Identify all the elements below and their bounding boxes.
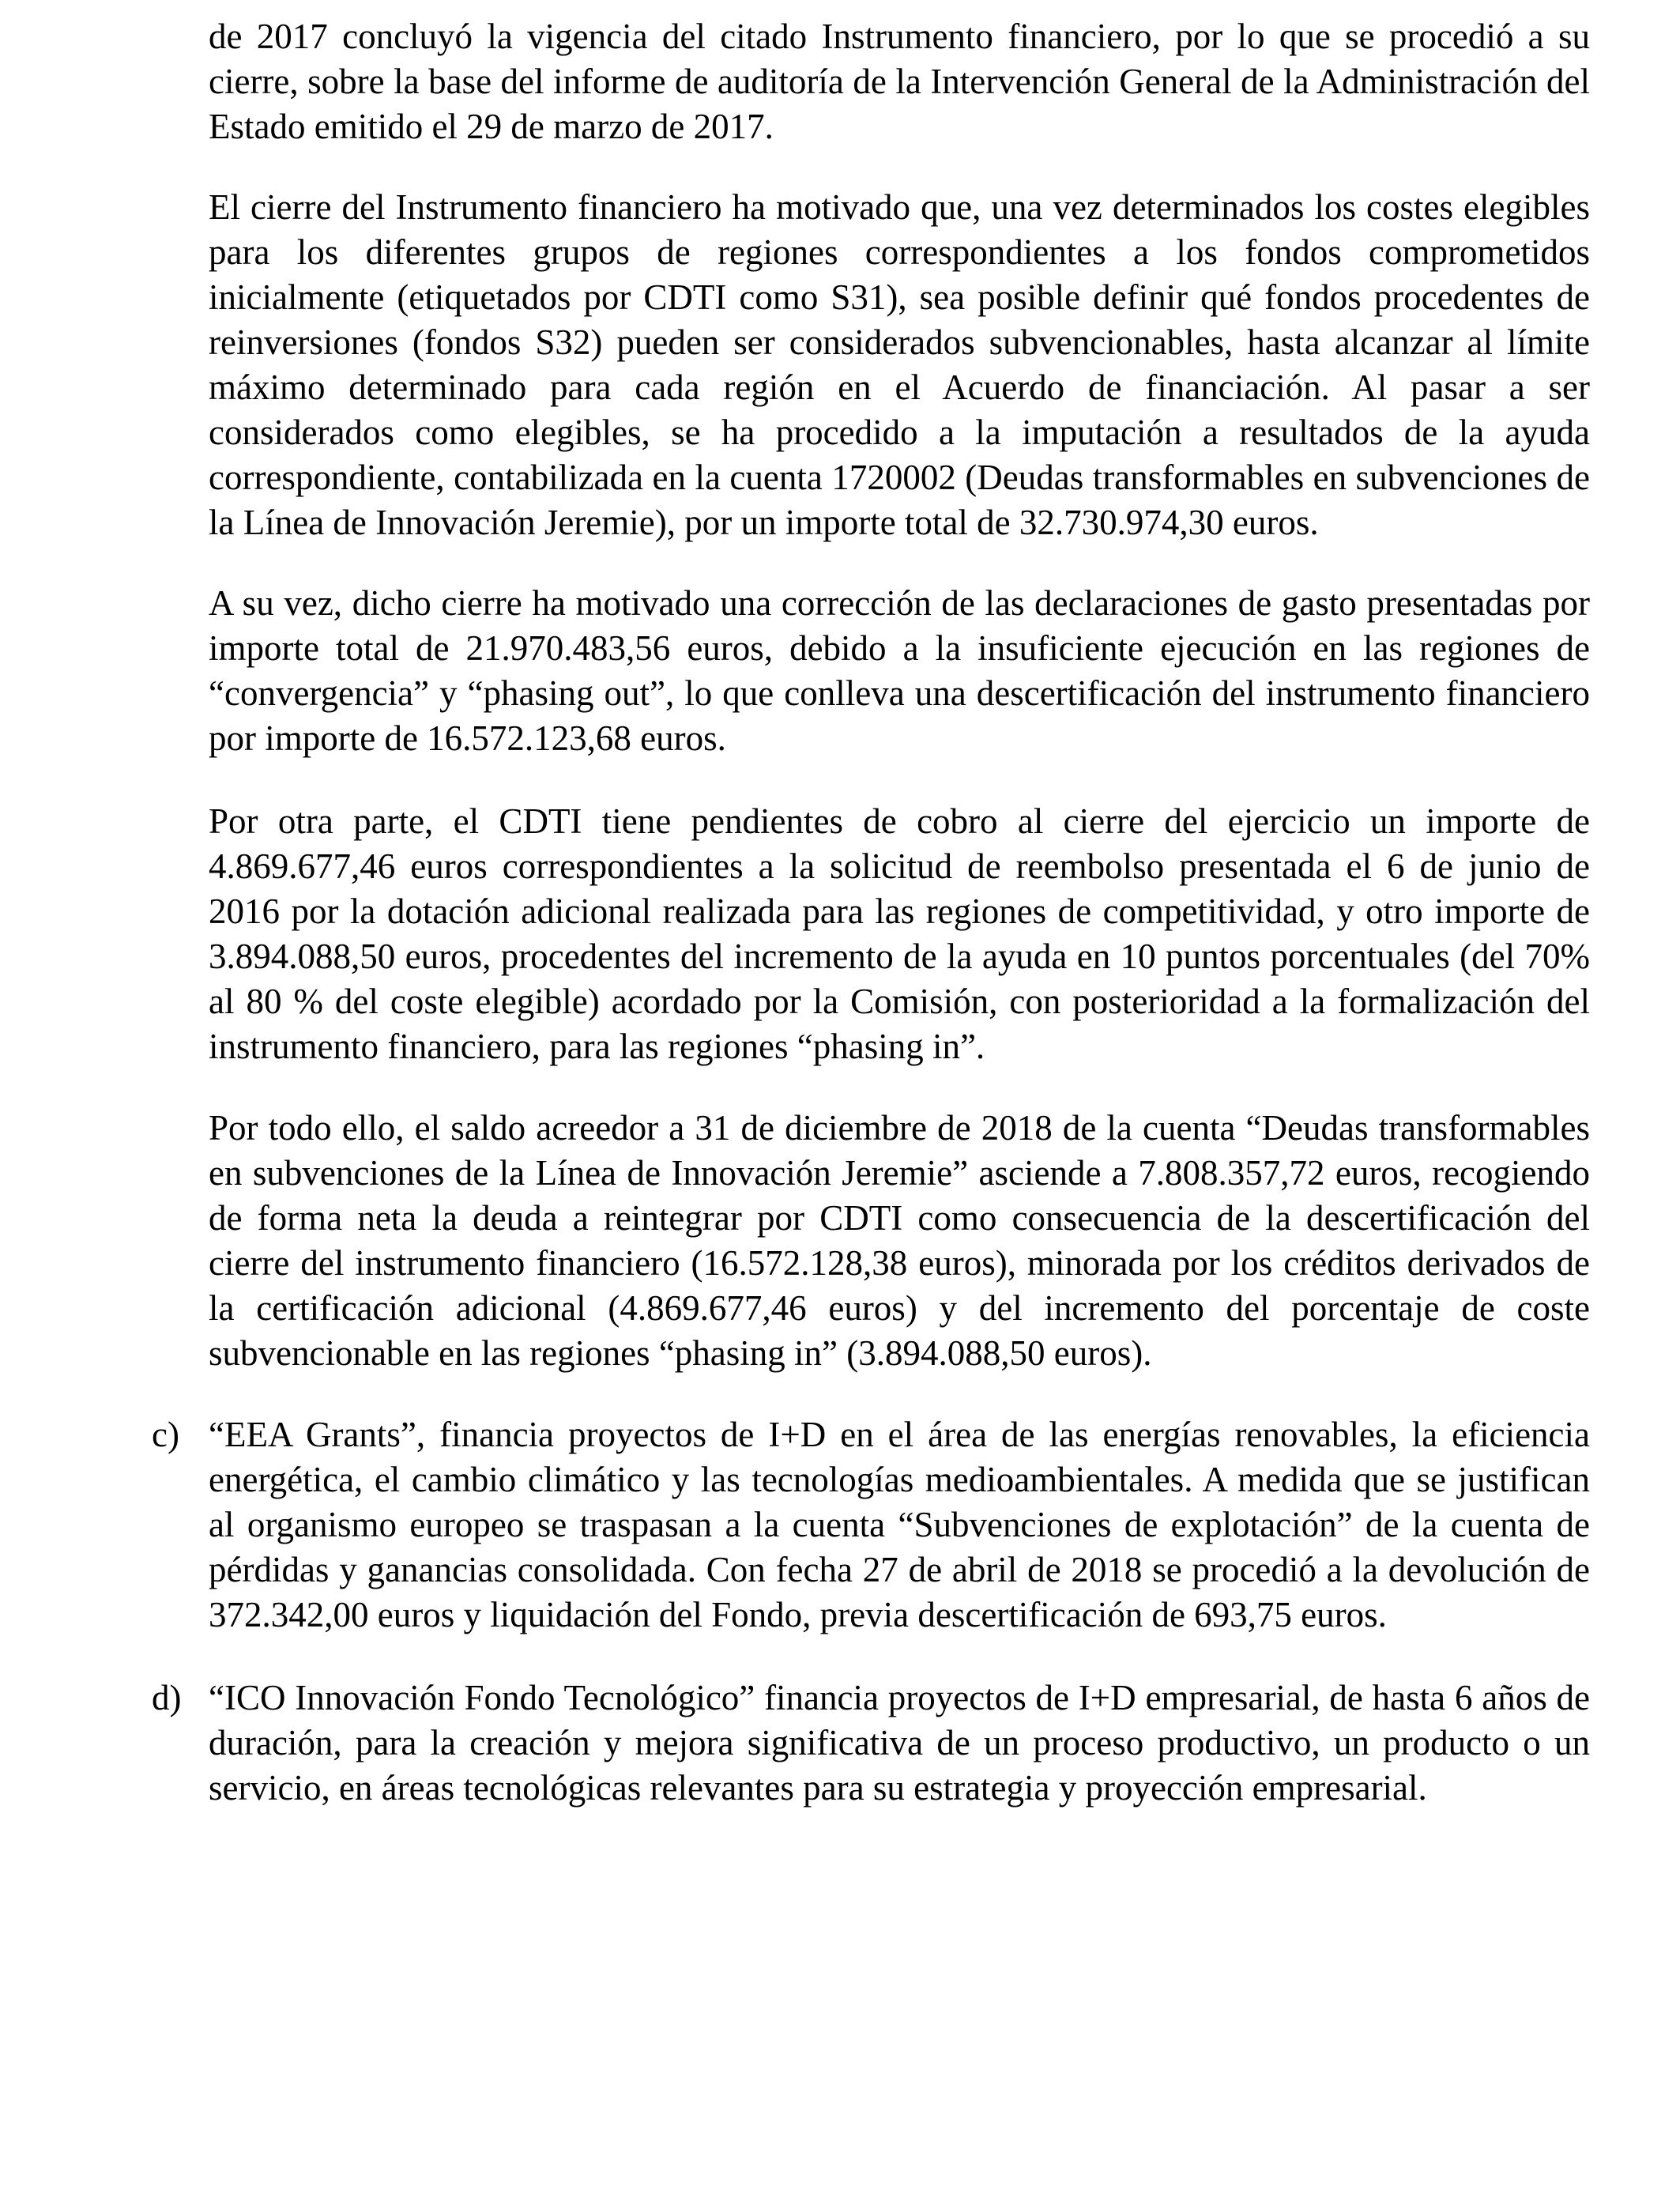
list-item-text: “ICO Innovación Fondo Tecnológico” financia proyectos de I+D empresarial, de hasta 6 años de duración, para la creación y mejora significativa de un proceso productivo, un producto o un servicio, en áreas tecnológicas relevantes para su estrategia y proyección empresarial. — [209, 1678, 1590, 1808]
list-marker: d) — [152, 1678, 182, 1717]
list-marker: c) — [152, 1415, 179, 1454]
paragraph-pending-collection: Por otra parte, el CDTI tiene pendientes de cobro al cierre del ejercicio un importe de 4.869.677,46 euros correspondientes a la solicitud de reembolso presentada el 6 de junio de 2016 por la dotación adicional realizada para las regiones de competitividad, y otro importe de 3.894.088,50 euros, procedentes del incremento de la ayuda en 10 puntos porcentuales (del 70% al 80 % del coste elegible) acordado por la Comisión, con posterioridad a la formalización del instrumento financiero, para las regiones “phasing in”. — [209, 801, 1590, 1066]
paragraph-declarations-correction: A su vez, dicho cierre ha motivado una corrección de las declaraciones de gasto presentadas por importe total de 21.970.483,56 euros, debido a la insuficiente ejecución en las regiones de “convergencia” y “phasing out”, lo que conlleva una descertificación del instrumento financiero por importe de 16.572.123,68 euros. — [209, 583, 1590, 758]
paragraph-closure-audit: de 2017 concluyó la vigencia del citado Instrumento financiero, por lo que se procedió a su cierre, sobre la base del informe de auditoría de la Intervención General de la Administración del Estado emitido el 29 de marzo de 2017. — [209, 17, 1590, 146]
paragraph-creditor-balance: Por todo ello, el saldo acreedor a 31 de diciembre de 2018 de la cuenta “Deudas transformables en subvenciones de la Línea de Innovación Jeremie” asciende a 7.808.357,72 euros, recogiendo de forma neta la deuda a reintegrar por CDTI como consecuencia de la descertificación del cierre del instrumento financiero (16.572.128,38 euros), minorada por los créditos derivados de la certificación adicional (4.869.677,46 euros) y del incremento del porcentaje de coste subvencionable en las regiones “phasing in” (3.894.088,50 euros). — [209, 1108, 1590, 1373]
list-item-text: “EEA Grants”, financia proyectos de I+D en el área de las energías renovables, la eficiencia energética, el cambio climático y las tecnologías medioambientales. A medida que se justifican al organismo europeo se traspasan a la cuenta “Subvenciones de explotación” de la cuenta de pérdidas y ganancias consolidada. Con fecha 27 de abril de 2018 se procedió a la devolución de 372.342,00 euros y liquidación del Fondo, previa descertificación de 693,75 euros. — [209, 1415, 1590, 1634]
paragraph-closure-effects: El cierre del Instrumento financiero ha motivado que, una vez determinados los costes elegibles para los diferentes grupos de regiones correspondientes a los fondos comprometidos inicialmente (etiquetados por CDTI como S31), sea posible definir qué fondos procedentes de reinversiones (fondos S32) pueden ser considerados subvencionables, hasta alcanzar al límite máximo determinado para cada región en el Acuerdo de financiación. Al pasar a ser considerados como elegibles, se ha procedido a la imputación a resultados de la ayuda correspondiente, contabilizada en la cuenta 1720002 (Deudas transformables en subvenciones de la Línea de Innovación Jeremie), por un importe total de 32.730.974,30 euros. — [209, 187, 1590, 542]
